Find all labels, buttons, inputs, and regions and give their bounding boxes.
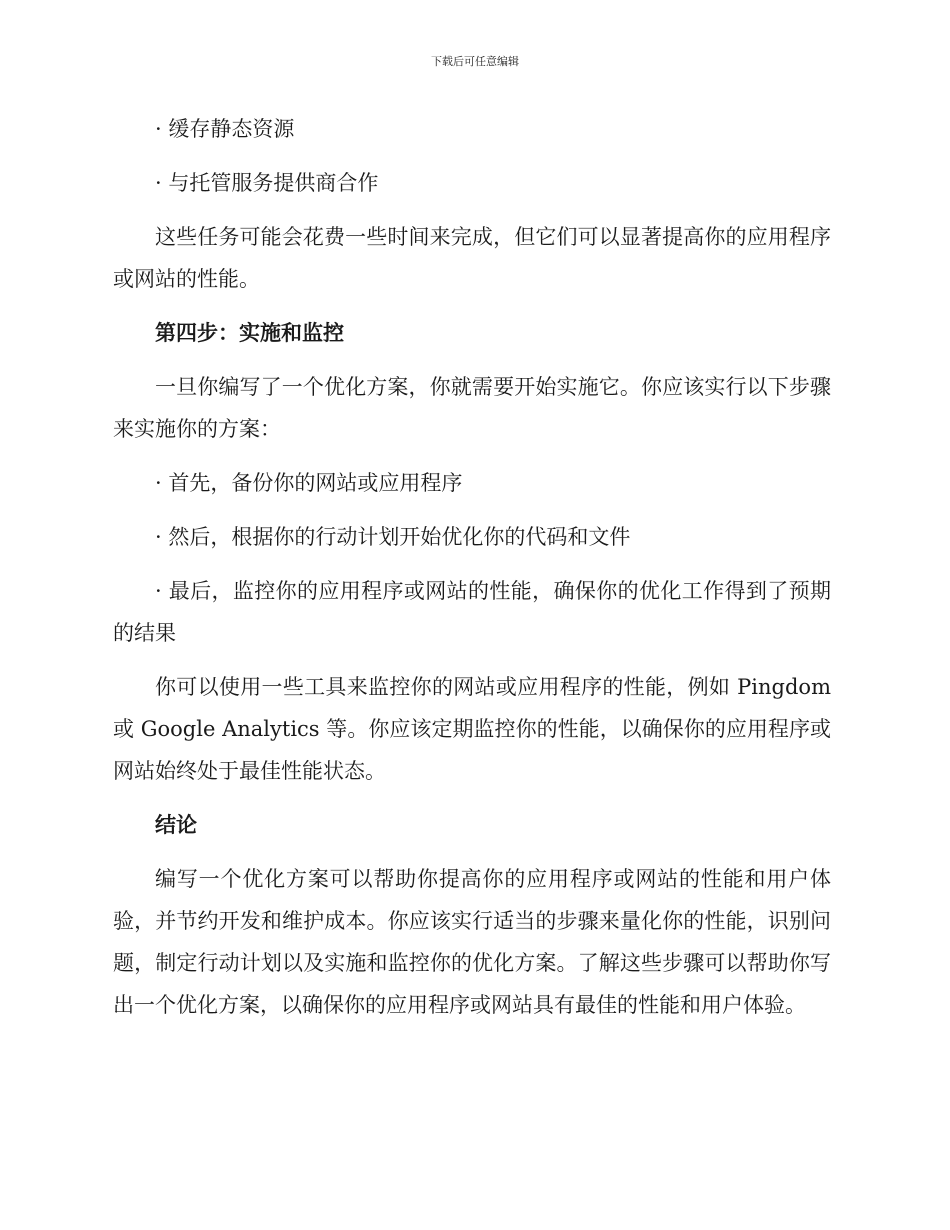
body-paragraph: 你可以使用一些工具来监控你的网站或应用程序的性能，例如 Pingdom 或 Google Analytics 等。你应该定期监控你的性能，以确保你的应用程序或网站始终处于最佳性能状态。 — [113, 675, 831, 783]
bullet-item: · 缓存静态资源 — [155, 117, 295, 141]
body-paragraph: 编写一个优化方案可以帮助你提高你的应用程序或网站的性能和用户体验，并节约开发和维护成本。你应该实行适当的步骤来量化你的性能，识别问题，制定行动计划以及实施和监控你的优化方案。了解这些步骤可以帮助你写出一个优化方案，以确保你的应用程序或网站具有最佳的性能和用户体验。 — [113, 867, 831, 1017]
document-body — [113, 108, 831, 1038]
page-header: 下载后可任意编辑 — [431, 55, 519, 68]
section-heading: 结论 — [155, 812, 197, 837]
body-paragraph: 这些任务可能会花费一些时间来完成，但它们可以显著提高你的应用程序或网站的性能。 — [113, 225, 831, 291]
body-paragraph: 一旦你编写了一个优化方案，你就需要开始实施它。你应该实行以下步骤来实施你的方案： — [113, 375, 831, 441]
bullet-item: · 与托管服务提供商合作 — [155, 171, 379, 195]
bullet-item: · 最后，监控你的应用程序或网站的性能，确保你的优化工作得到了预期的结果 — [113, 579, 831, 645]
bullet-item: · 首先，备份你的网站或应用程序 — [155, 471, 463, 495]
bullet-item: · 然后，根据你的行动计划开始优化你的代码和文件 — [155, 525, 631, 549]
section-heading: 第四步：实施和监控 — [155, 320, 344, 345]
